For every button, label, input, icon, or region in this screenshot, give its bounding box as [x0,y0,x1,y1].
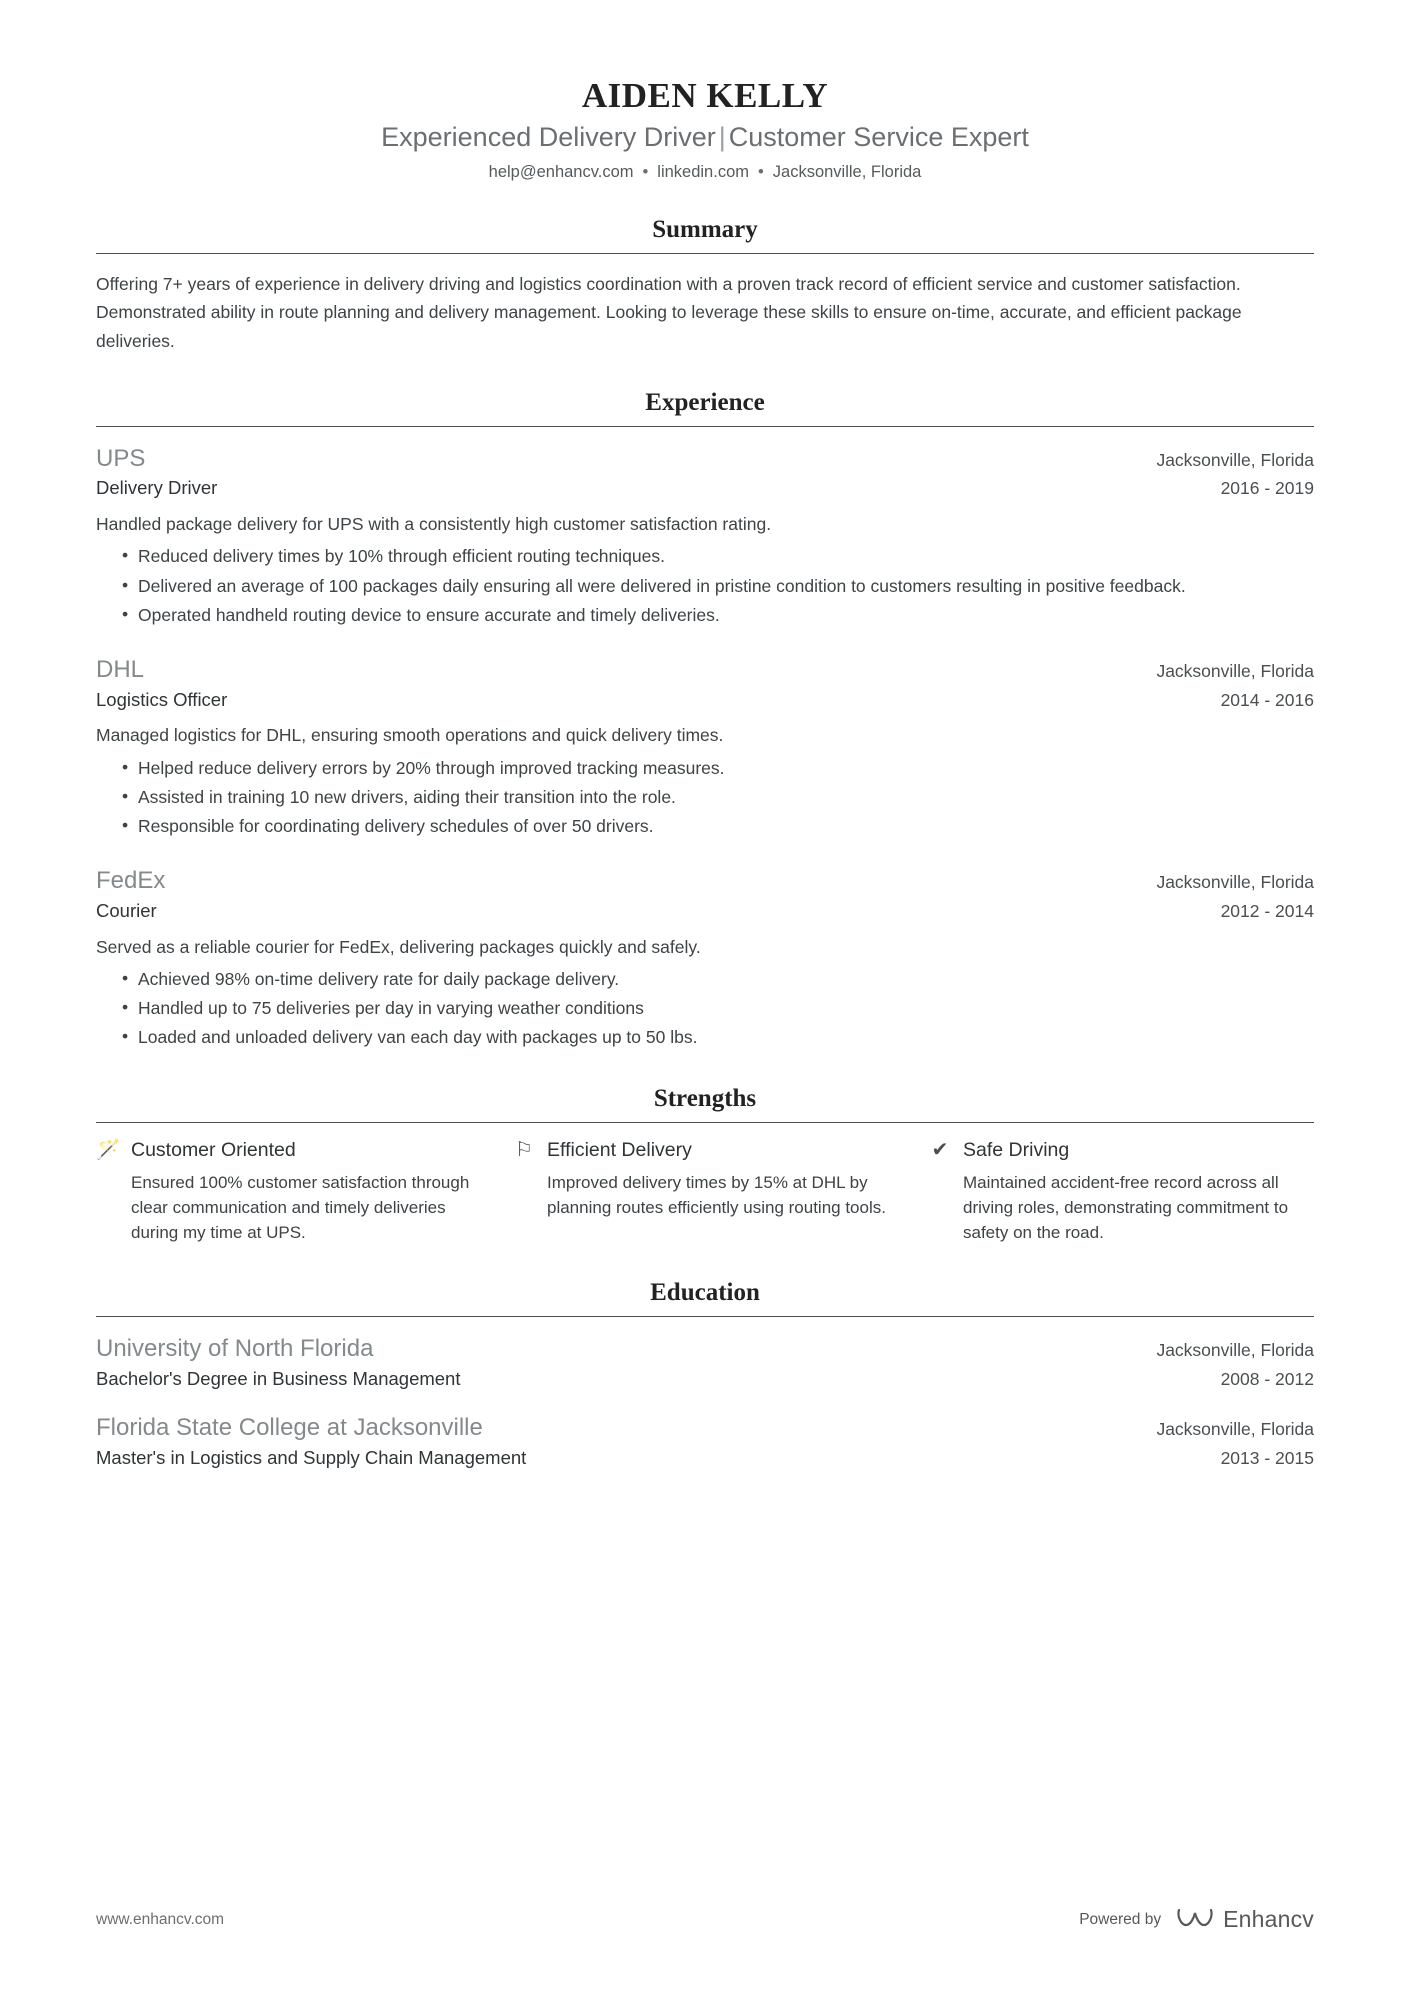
experience-header-row [96,865,1314,897]
education-degree: Bachelor's Degree in Business Management [96,1367,461,1389]
experience-role: Courier [96,899,157,921]
contact-line [96,163,1314,182]
experience-role: Logistics Officer [96,688,228,710]
experience-bullets [96,755,1314,840]
strength-title: Customer Oriented [131,1138,296,1161]
strength-item [96,1139,482,1245]
experience-bullets [96,966,1314,1051]
education-location: Jacksonville, Florida [1156,1419,1314,1440]
resume-header [96,76,1314,182]
strength-header [928,1139,1314,1162]
experience-description: Handled package delivery for UPS with a consistently high customer satisfaction rating. [96,514,772,535]
experience-subheader-row [96,898,1314,925]
experience-dates: 2012 - 2014 [1220,900,1314,921]
checkmark-icon: ✔ [931,1139,949,1162]
education-degree: Master's in Logistics and Supply Chain Management [96,1446,527,1468]
experience-bullet: • Delivered an average of 100 packages daily ensuring all were delivered in pristine condition to customers resulting in positive feedback. [122,573,1314,599]
education-item [96,1412,1314,1471]
magic-wand-icon: 🪄 [96,1139,121,1162]
experience-item [96,443,1314,628]
section-title-strengths: Strengths [653,1084,757,1112]
enhancv-logo[interactable] [1175,1904,1314,1935]
strength-text: Improved delivery times by 15% at DHL by planning routes efficiently using routing tools. [547,1172,886,1217]
experience-bullet: • Reduced delivery times by 10% through efficient routing techniques. [122,543,1314,569]
section-divider-strengths [96,1122,1314,1123]
strength-title: Safe Driving [963,1138,1070,1161]
experience-item [96,865,1314,1050]
experience-header-row [96,654,1314,686]
strength-text: Maintained accident-free record across all driving roles, demonstrating commitment to safety on the road. [963,1172,1289,1242]
experience-company: DHL [96,656,145,684]
summary-text: Offering 7+ years of experience in delivery driving and logistics coordination with a proven track record of efficient service and customer satisfaction. Demonstrated ability in route planning and delivery management. Looking to leverage these skills to ensure on-time, accurate, and efficient package deliveries. [96,274,1242,351]
experience-location: Jacksonville, Florida [1156,450,1314,471]
footer-brand-block [1079,1904,1314,1935]
education-location: Jacksonville, Florida [1156,1340,1314,1361]
section-title-experience: Experience [645,389,765,417]
education-school: University of North Florida [96,1335,374,1363]
candidate-name: AIDEN KELLY [581,76,829,115]
strength-text: Ensured 100% customer satisfaction through clear communication and timely deliveries during my time at UPS. [131,1172,470,1242]
strength-header [96,1139,482,1162]
strength-item [512,1139,898,1245]
strength-title: Efficient Delivery [547,1138,692,1161]
experience-company: FedEx [96,867,166,895]
experience-bullet: • Loaded and unloaded delivery van each day with packages up to 50 lbs. [122,1024,1314,1050]
section-education [96,1279,1314,1471]
experience-description: Managed logistics for DHL, ensuring smooth operations and quick delivery times. [96,725,724,746]
section-title-summary: Summary [652,216,758,243]
education-header-row [96,1333,1314,1365]
headline-right: Customer Service Expert [728,122,1029,152]
experience-dates: 2016 - 2019 [1220,478,1314,499]
experience-location: Jacksonville, Florida [1156,872,1314,893]
contact-email[interactable]: help@enhancv.com [488,163,634,181]
section-strengths [96,1085,1314,1245]
experience-role: Delivery Driver [96,477,218,499]
education-item [96,1333,1314,1392]
headline-left: Experienced Delivery Driver [381,122,716,152]
experience-location: Jacksonville, Florida [1156,661,1314,682]
education-dates: 2008 - 2012 [1220,1368,1314,1389]
section-experience [96,389,1314,1051]
education-header-row [96,1412,1314,1444]
enhancv-mark-icon [1175,1904,1215,1935]
experience-dates: 2014 - 2016 [1220,689,1314,710]
headline-separator: | [718,122,726,152]
section-title-education: Education [650,1279,760,1307]
experience-subheader-row [96,687,1314,714]
education-school: Florida State College at Jacksonville [96,1414,483,1442]
experience-company: UPS [96,445,146,473]
education-dates: 2013 - 2015 [1220,1447,1314,1468]
experience-bullets [96,543,1314,628]
experience-item [96,654,1314,839]
contact-dot-1: • [642,163,649,181]
section-divider-experience [96,426,1314,427]
flag-icon: ⚐ [515,1139,533,1162]
strengths-grid [96,1139,1314,1245]
section-divider-education [96,1316,1314,1317]
education-subheader-row [96,1366,1314,1393]
strength-item [928,1139,1314,1245]
experience-bullet: • Operated handheld routing device to ensure accurate and timely deliveries. [122,602,1314,628]
experience-bullet: • Helped reduce delivery errors by 20% through improved tracking measures. [122,755,1314,781]
page-footer [96,1904,1314,1935]
enhancv-wordmark: Enhancv [1223,1906,1314,1932]
section-divider-summary [96,253,1314,254]
experience-header-row [96,443,1314,475]
powered-by-label: Powered by [1079,1910,1162,1928]
footer-website[interactable]: www.enhancv.com [96,1910,225,1928]
experience-subheader-row [96,475,1314,502]
experience-bullet: • Achieved 98% on-time delivery rate for daily package delivery. [122,966,1314,992]
strength-header [512,1139,898,1162]
contact-location: Jacksonville, Florida [772,163,922,181]
experience-bullet: • Handled up to 75 deliveries per day in varying weather conditions [122,995,1314,1021]
contact-linkedin[interactable]: linkedin.com [657,163,749,181]
experience-description: Served as a reliable courier for FedEx, delivering packages quickly and safely. [96,936,701,957]
education-subheader-row [96,1445,1314,1472]
experience-bullet: • Responsible for coordinating delivery schedules of over 50 drivers. [122,813,1314,839]
experience-bullet: • Assisted in training 10 new drivers, aiding their transition into the role. [122,784,1314,810]
section-summary [96,216,1314,355]
candidate-headline [96,122,1314,153]
contact-dot-2: • [758,163,764,181]
